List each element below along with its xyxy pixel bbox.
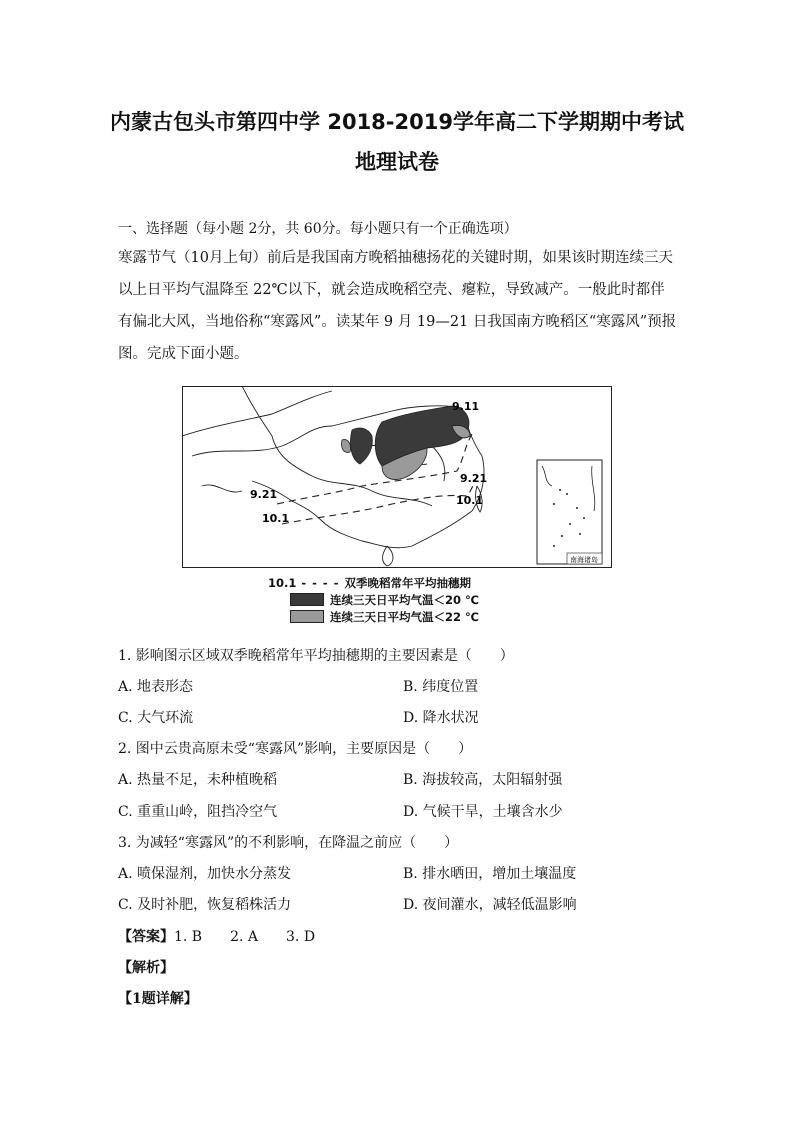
map-legend xyxy=(268,574,528,625)
q3-option-b: B. 排水晒田，增加土壤温度 xyxy=(403,866,577,882)
paper-title: 内蒙古包头市第四中学 2018-2019学年高二下学期期中考试 xyxy=(110,110,684,134)
question-1-stem: 1. 影响图示区域双季晚稻常年平均抽穗期的主要因素是（ ） xyxy=(118,648,514,664)
q3-option-a: A. 喷保湿剂，加快水分蒸发 xyxy=(118,866,292,882)
dark-swatch-icon xyxy=(290,593,324,606)
legend-light-text: 连续三天日平均气温＜22 ℃ xyxy=(330,609,479,624)
inset-label: 南海诸岛 xyxy=(570,556,598,564)
label-9-21-left: 9.21 xyxy=(250,488,278,501)
q2-option-b: B. 海拔较高，太阳辐射强 xyxy=(403,772,563,788)
q1-option-a: A. 地表形态 xyxy=(118,679,194,695)
answer-line xyxy=(118,926,315,946)
question-3-stem: 3. 为减轻“寒露风”的不利影响，在降温之前应（ ） xyxy=(118,835,459,851)
section-heading: 一、选择题（每小题 2分，共 60分。每小题只有一个正确选项） xyxy=(118,221,518,237)
label-9-21-right: 9.21 xyxy=(460,472,488,485)
q2-option-d: D. 气候干旱，土壤含水少 xyxy=(403,804,563,820)
legend-dash-row xyxy=(268,574,528,591)
dash-line-icon: - - - - xyxy=(301,575,340,590)
q2-option-a: A. 热量不足，未种植晚稻 xyxy=(118,772,278,788)
question-2-stem: 2. 图中云贵高原未受“寒露风”影响，主要原因是（ ） xyxy=(118,741,473,757)
answer-text: 1. B 2. A 3. D xyxy=(174,929,316,945)
label-9-11: 9.11 xyxy=(452,400,480,413)
q3-option-c: C. 及时补肥，恢复稻株活力 xyxy=(118,897,292,913)
detail-heading: 【1题详解】 xyxy=(118,991,198,1007)
paper-subtitle: 地理试卷 xyxy=(355,150,439,174)
q2-option-c: C. 重重山岭，阻挡冷空气 xyxy=(118,804,278,820)
light-swatch-icon xyxy=(290,610,324,623)
q3-option-d: D. 夜间灌水，减轻低温影响 xyxy=(403,897,577,913)
label-10-1-right: 10.1 xyxy=(456,494,484,507)
cold-dew-wind-map xyxy=(182,386,612,568)
south-sea-inset xyxy=(537,460,602,564)
legend-light-row xyxy=(268,608,528,625)
legend-dark-text: 连续三天日平均气温＜20 ℃ xyxy=(330,592,479,607)
legend-dash-value: 10.1 xyxy=(268,575,297,590)
q1-option-b: B. 纬度位置 xyxy=(403,679,479,695)
answer-label: 【答案】 xyxy=(118,929,174,945)
analysis-heading: 【解析】 xyxy=(118,960,174,976)
legend-dark-row xyxy=(268,591,528,608)
q1-option-d: D. 降水状况 xyxy=(403,710,479,726)
label-10-1-left: 10.1 xyxy=(262,512,290,525)
q1-option-c: C. 大气环流 xyxy=(118,710,194,726)
intro-paragraph: 寒露节气（10月上旬）前后是我国南方晚稻抽穗扬花的关键时期，如果该时期连续三天以上日平均气温降至 22℃以下，就会造成晚稻空壳、瘪粒，导致减产。一般此时都伴有偏北大风，当地俗称“寒露风”。读某年 9 月 19—21 日我国南方晚稻区“寒露风”预报图。完成下面小题。 xyxy=(118,250,677,362)
legend-dash-text: 双季晚稻常年平均抽穗期 xyxy=(344,575,471,590)
